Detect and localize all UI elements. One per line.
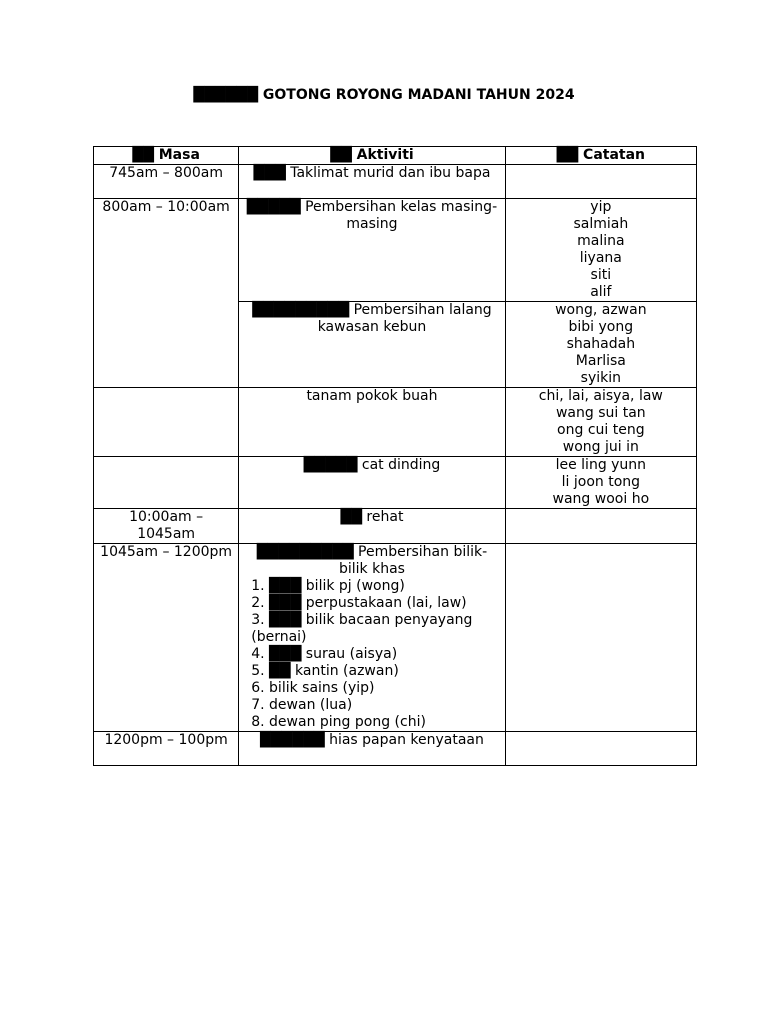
cell-aktiviti: tanam pokok buah: [239, 388, 505, 457]
note-line: malina: [577, 233, 625, 249]
cell-masa: 1200pm – 100pm: [94, 732, 239, 766]
header-masa: ██ Masa: [94, 147, 239, 165]
room-item: 2. ███ perpustakaan (lai, law): [251, 595, 467, 611]
cell-catatan: [505, 509, 696, 544]
table-row: [94, 457, 697, 509]
room-item: 5. ██ kantin (azwan): [251, 663, 399, 679]
note-line: syikin: [580, 370, 621, 386]
header-aktiviti: ██ Aktiviti: [239, 147, 505, 165]
activity-heading: █████████ Pembersihan bilik-bilik khas: [256, 544, 488, 577]
cell-masa: [94, 388, 239, 457]
room-item: 3. ███ bilik bacaan penyayang (bernai): [251, 612, 473, 645]
note-line: salmiah: [573, 216, 629, 232]
cell-aktiviti: [239, 544, 505, 732]
cell-aktiviti: █████████ Pembersihan lalang kawasan kebun: [239, 302, 505, 388]
room-item: 8. dewan ping pong (chi): [251, 714, 426, 730]
note-line: ong cui teng: [557, 422, 645, 438]
schedule-table: [93, 146, 697, 766]
cell-masa: 800am – 10:00am: [94, 199, 239, 388]
note-line: chi, lai, aisya, law: [538, 388, 663, 404]
note-line: Marlisa: [575, 353, 626, 369]
note-line: wang wooi ho: [552, 491, 650, 507]
cell-masa: [94, 457, 239, 509]
table-row: [94, 509, 697, 544]
note-line: wong jui in: [562, 439, 639, 455]
note-line: wang sui tan: [555, 405, 646, 421]
room-item: 4. ███ surau (aisya): [251, 646, 398, 662]
cell-masa: 10:00am – 1045am: [94, 509, 239, 544]
document-title: ██████ GOTONG ROYONG MADANI TAHUN 2024: [193, 87, 575, 103]
cell-masa: 745am – 800am: [94, 165, 239, 199]
cell-aktiviti: █████ Pembersihan kelas masing-masing: [239, 199, 505, 302]
cell-aktiviti: ███ Taklimat murid dan ibu bapa: [239, 165, 505, 199]
note-line: shahadah: [566, 336, 636, 352]
table-row: [94, 388, 697, 457]
cell-catatan: [505, 457, 696, 509]
room-item: 1. ███ bilik pj (wong): [251, 578, 405, 594]
cell-aktiviti: █████ cat dinding: [239, 457, 505, 509]
note-line: yip: [590, 199, 612, 215]
cell-masa: 1045am – 1200pm: [94, 544, 239, 732]
cell-catatan: [505, 544, 696, 732]
table-header-row: [94, 147, 697, 165]
note-line: bibi yong: [568, 319, 634, 335]
note-line: siti: [590, 267, 612, 283]
cell-aktiviti: ██████ hias papan kenyataan: [239, 732, 505, 766]
note-line: alif: [590, 284, 612, 300]
table-row: [94, 165, 697, 199]
cell-aktiviti: ██ rehat: [239, 509, 505, 544]
note-line: liyana: [579, 250, 622, 266]
cell-catatan: [505, 732, 696, 766]
note-line: wong, azwan: [555, 302, 647, 318]
cell-catatan: [505, 165, 696, 199]
cell-catatan: [505, 302, 696, 388]
cell-catatan: [505, 199, 696, 302]
table-row: [94, 732, 697, 766]
cell-catatan: [505, 388, 696, 457]
room-item: 7. dewan (lua): [251, 697, 353, 713]
table-row: [94, 544, 697, 732]
note-line: li joon tong: [561, 474, 641, 490]
table-row: [94, 199, 697, 302]
room-item: 6. bilik sains (yip): [251, 680, 375, 696]
note-line: lee ling yunn: [555, 457, 647, 473]
header-catatan: ██ Catatan: [505, 147, 696, 165]
